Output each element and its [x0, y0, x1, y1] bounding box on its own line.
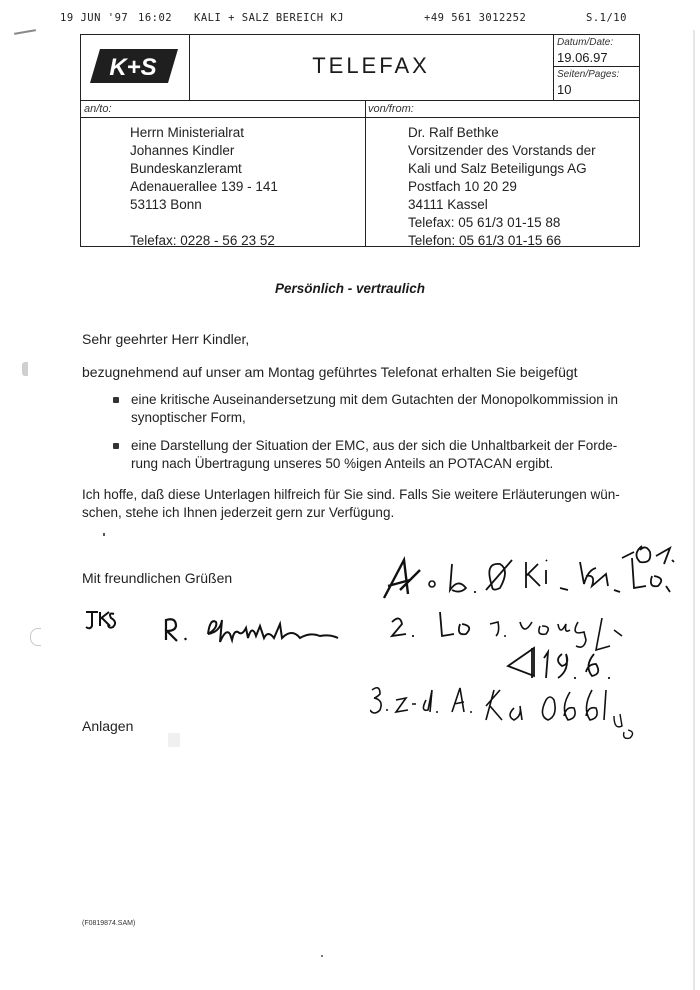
initials-mark — [84, 608, 124, 632]
recipient-line: Adenauerallee 139 - 141 — [130, 179, 278, 194]
sender-line: Kali und Salz Beteiligungs AG — [408, 161, 587, 176]
handwritten-signature — [160, 614, 342, 648]
scan-mark — [14, 29, 36, 35]
bullet-1-line-1: eine kritische Auseinandersetzung mit dem Gutachten der Monopolkommission in — [131, 392, 619, 407]
address-box — [80, 101, 640, 247]
scan-mark — [30, 628, 41, 646]
fax-time: 16:02 — [138, 12, 173, 24]
title-cell — [189, 35, 554, 100]
sender-label: von/from: — [368, 103, 414, 115]
date-pages-cell — [553, 35, 639, 100]
fax-page: S.1/10 — [586, 12, 627, 24]
bullet-2-line-1: eine Darstellung der Situation der EMC, aus der sich die Unhaltbarkeit der Forde- — [131, 438, 618, 453]
pages-label: Seiten/Pages: — [557, 69, 620, 80]
sender-line: 34111 Kassel — [408, 197, 488, 212]
bullet-1-line-2: synoptischer Form, — [131, 410, 246, 425]
recipient-label: an/to: — [84, 103, 112, 115]
sender-address — [408, 124, 596, 250]
fax-number: +49 561 3012252 — [424, 12, 527, 24]
sender-block — [365, 101, 639, 246]
document-title: TELEFAX — [312, 53, 430, 78]
date-value: 19.06.97 — [557, 50, 608, 65]
sender-line: Vorsitzender des Vorstands der — [408, 143, 596, 158]
salutation: Sehr geehrter Herr Kindler, — [82, 331, 250, 347]
greeting: Mit freundlichen Grüßen — [82, 570, 233, 586]
scan-speck — [321, 955, 323, 957]
closing-line-2: schen, stehe ich Ihnen jederzeit gern zur Verfügung. — [82, 505, 395, 520]
closing-line-1: Ich hoffe, daß diese Unterlagen hilfreich für Sie sind. Falls Sie weitere Erläuterungen wün- — [82, 487, 620, 502]
sender-line: Telefon: 05 61/3 01-15 66 — [408, 233, 562, 248]
date-label: Datum/Date: — [557, 37, 614, 48]
pages-value: 10 — [557, 82, 572, 97]
recipient-line: Johannes Kindler — [130, 143, 235, 158]
fax-date: 19 JUN '97 — [60, 12, 129, 24]
date-divider — [553, 66, 639, 67]
sender-line: Postfach 10 20 29 — [408, 179, 517, 194]
bullet-2-line-2: rung nach Übertragung unseres 50 %igen Anteils an POTACAN ergibt. — [131, 456, 554, 471]
recipient-block — [81, 101, 366, 246]
sender-line: Telefax: 05 61/3 01-15 88 — [408, 215, 561, 230]
recipient-line: Herrn Ministerialrat — [130, 125, 245, 140]
recipient-label-divider — [81, 117, 365, 118]
svg-text:K+S: K+S — [109, 54, 157, 81]
sender-label-divider — [365, 117, 639, 118]
scan-speck — [103, 533, 105, 536]
recipient-line: 53113 Bonn — [130, 197, 202, 212]
logo-cell — [81, 35, 190, 100]
bullet-marker — [113, 397, 119, 403]
handwritten-notes — [370, 540, 690, 740]
recipient-address — [130, 124, 278, 250]
document-code: (F0819874.SAM) — [82, 920, 136, 927]
subject-line: Persönlich - vertraulich — [274, 281, 426, 296]
company-logo — [90, 49, 178, 83]
intro-paragraph: bezugnehmend auf unser am Montag geführtes Telefonat erhalten Sie beigefügt — [82, 364, 578, 380]
scan-mark — [168, 733, 180, 747]
telefax-header-box — [80, 34, 640, 101]
fax-sender-id: KALI + SALZ BEREICH KJ — [194, 12, 345, 24]
scan-mark — [22, 362, 28, 376]
enclosures-label: Anlagen — [82, 718, 134, 734]
bullet-marker — [113, 443, 119, 449]
recipient-fax: Telefax: 0228 - 56 23 52 — [130, 233, 275, 248]
fax-transmission-header — [60, 12, 640, 26]
recipient-line: Bundeskanzleramt — [130, 161, 242, 176]
sender-line: Dr. Ralf Bethke — [408, 125, 499, 140]
page-edge-shadow — [693, 30, 695, 990]
